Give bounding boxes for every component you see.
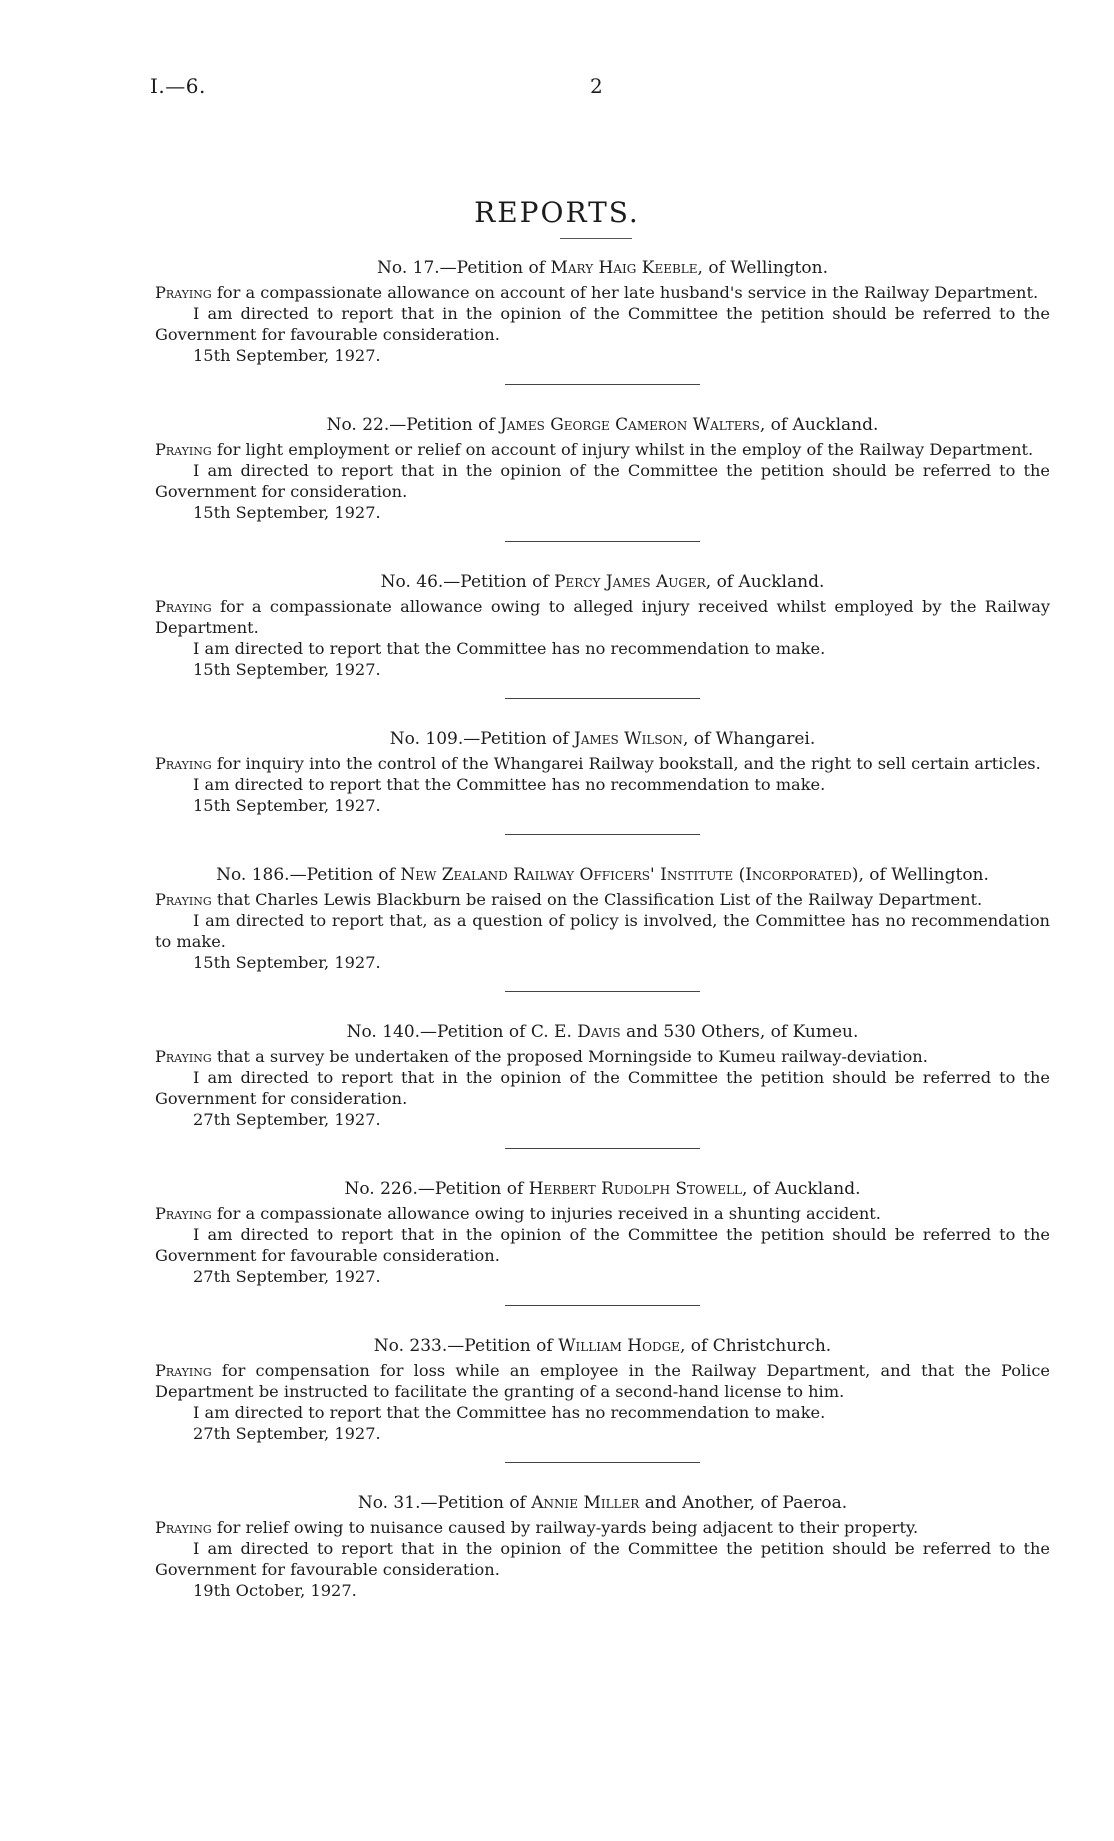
petition-report [155,1022,1050,1130]
praying-paragraph [155,596,1050,638]
praying-paragraph [155,1517,1050,1538]
report-text: I am directed to report that in the opinion of the Committee the petition should be referred to the Government for favourable consideration. [155,304,1050,344]
praying-word: Praying [155,283,212,302]
praying-text: for relief owing to nuisance caused by railway-yards being adjacent to their property. [211,1518,919,1537]
praying-text: for compensation for loss while an employee in the Railway Department, and that the Police Department be instructed to facilitate the granting of a second-hand license to him. [155,1361,1050,1401]
report-date: 15th September, 1927. [193,953,381,972]
petition-number: No. 140.—Petition of [346,1022,531,1042]
petitioner-name: C. E. Davis [530,1022,621,1042]
document-reference: I.—6. [150,74,206,98]
petition-report [155,572,1050,680]
praying-text: that Charles Lewis Blackburn be raised on the Classification List of the Railway Department. [211,890,983,909]
praying-paragraph [155,1046,1050,1067]
report-date: 27th September, 1927. [193,1110,381,1129]
petitioner-name: Mary Haig Keeble [550,258,698,278]
petition-location: , of Wellington. [697,258,828,278]
praying-word: Praying [155,440,212,459]
petition-body [155,282,1050,366]
praying-word: Praying [155,890,212,909]
section-divider [505,541,700,542]
report-date: 15th September, 1927. [193,346,381,365]
petition-location: , of Auckland. [705,572,825,592]
petition-heading [155,865,1050,886]
petitioner-name: William Hodge [558,1336,680,1356]
praying-text: that a survey be undertaken of the proposed Morningside to Kumeu railway-deviation. [211,1047,928,1066]
praying-word: Praying [155,1047,212,1066]
section-divider [505,834,700,835]
petition-body [155,1203,1050,1287]
praying-word: Praying [155,754,212,773]
petition-body [155,596,1050,680]
page-title: REPORTS. [474,196,640,229]
petitioner-name: James George Cameron Walters [500,415,760,435]
petition-heading [155,1022,1050,1043]
report-text: I am directed to report that in the opinion of the Committee the petition should be referred to the Government for consideration. [155,1068,1050,1108]
petition-heading [155,415,1050,436]
petition-location: , of Whangarei. [682,729,816,749]
praying-paragraph [155,1360,1050,1402]
report-date: 15th September, 1927. [193,660,381,679]
petition-body [155,889,1050,973]
petition-location: and Another, of Paeroa. [639,1493,848,1513]
praying-paragraph [155,889,1050,910]
report-text: I am directed to report that the Committee has no recommendation to make. [193,1403,826,1422]
petition-report [155,258,1050,366]
petition-body [155,1046,1050,1130]
praying-paragraph [155,753,1050,774]
petition-report [155,865,1050,973]
petitioner-name: James Wilson [574,729,683,749]
petitioner-name: New Zealand Railway Officers' Institute (Incorporated) [400,865,859,885]
petition-report [155,729,1050,816]
report-date: 15th September, 1927. [193,796,381,815]
petition-report [155,415,1050,523]
petition-report [155,1336,1050,1444]
title-rule [560,238,632,239]
report-text: I am directed to report that, as a question of policy is involved, the Committee has no recommendation to make. [155,911,1050,951]
praying-word: Praying [155,1518,212,1537]
petition-report [155,1493,1050,1601]
section-divider [505,1462,700,1463]
report-text: I am directed to report that in the opinion of the Committee the petition should be referred to the Government for favourable consideration. [155,1225,1050,1265]
report-date: 27th September, 1927. [193,1424,381,1443]
petition-body [155,1360,1050,1444]
report-text: I am directed to report that in the opinion of the Committee the petition should be referred to the Government for consideration. [155,461,1050,501]
report-text: I am directed to report that the Committee has no recommendation to make. [193,775,826,794]
praying-text: for a compassionate allowance on account of her late husband's service in the Railway Department. [211,283,1039,302]
report-date: 19th October, 1927. [193,1581,357,1600]
section-divider [505,1148,700,1149]
petition-location: , of Auckland. [759,415,879,435]
page-header [150,74,964,104]
section-divider [505,1305,700,1306]
petition-report [155,1179,1050,1287]
praying-text: for light employment or relief on account of injury whilst in the employ of the Railway Department. [211,440,1034,459]
petition-location: and 530 Others, of Kumeu. [620,1022,859,1042]
petition-heading [155,258,1050,279]
petition-heading [155,729,1050,750]
petition-number: No. 109.—Petition of [389,729,575,749]
praying-word: Praying [155,1361,212,1380]
praying-paragraph [155,282,1050,303]
petition-number: No. 17.—Petition of [377,258,551,278]
petition-heading [155,572,1050,593]
petition-number: No. 233.—Petition of [373,1336,559,1356]
petition-heading [155,1336,1050,1357]
petition-location: , of Auckland. [741,1179,861,1199]
section-divider [505,698,700,699]
petition-body [155,753,1050,816]
report-date: 15th September, 1927. [193,503,381,522]
petition-number: No. 226.—Petition of [344,1179,529,1199]
section-divider [505,991,700,992]
petitioner-name: Herbert Rudolph Stowell [528,1179,742,1199]
petition-number: No. 46.—Petition of [380,572,555,592]
report-date: 27th September, 1927. [193,1267,381,1286]
reports-list [155,258,1050,1601]
petition-location: , of Christchurch. [679,1336,832,1356]
petition-heading [155,1179,1050,1200]
praying-text: for inquiry into the control of the Whangarei Railway bookstall, and the right to sell certain articles. [211,754,1041,773]
petition-body [155,1517,1050,1601]
praying-text: for a compassionate allowance owing to alleged injury received whilst employed by the Railway Department. [155,597,1050,637]
praying-paragraph [155,1203,1050,1224]
praying-word: Praying [155,1204,212,1223]
report-text: I am directed to report that the Committee has no recommendation to make. [193,639,826,658]
section-divider [505,384,700,385]
praying-word: Praying [155,597,212,616]
petition-body [155,439,1050,523]
praying-paragraph [155,439,1050,460]
petitioner-name: Annie Miller [531,1493,640,1513]
report-text: I am directed to report that in the opinion of the Committee the petition should be referred to the Government for favourable consideration. [155,1539,1050,1579]
petition-number: No. 186.—Petition of [216,865,401,885]
petition-location: , of Wellington. [858,865,989,885]
petitioner-name: Percy James Auger [554,572,706,592]
praying-text: for a compassionate allowance owing to injuries received in a shunting accident. [211,1204,881,1223]
petition-number: No. 31.—Petition of [357,1493,532,1513]
petition-number: No. 22.—Petition of [326,415,501,435]
petition-heading [155,1493,1050,1514]
page-number: 2 [590,74,603,98]
